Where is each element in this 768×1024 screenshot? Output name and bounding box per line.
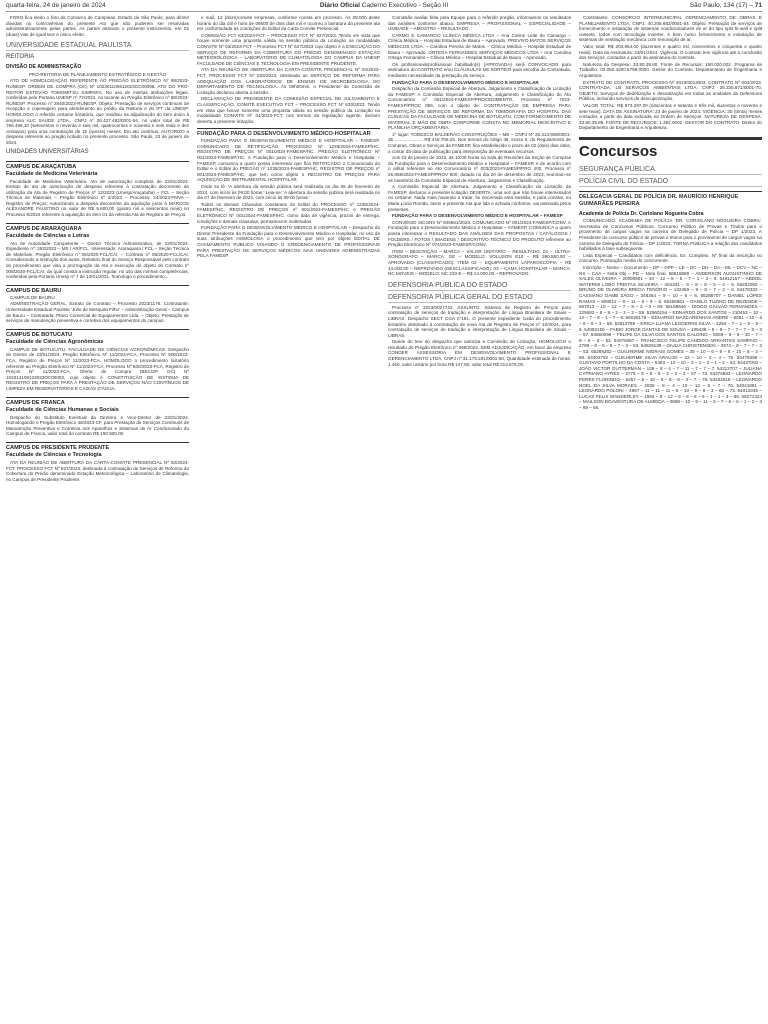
campus-bauru-heading: CAMPUS DE BAURU [6, 285, 189, 295]
section-heading-unesp: UNIVERSIDADE ESTADUAL PAULISTA [6, 41, 189, 51]
campus-araraquara-faculty: Faculdade de Ciências e Letras [6, 232, 90, 239]
academia-heading: Academia de Polícia Dr. Coriolano Nogueira Cobra [579, 210, 704, 217]
col3-paragraph-3: Despacho da Comissão Especial de Abertura, Julgamento e Classificação de Licitação da FAMESP. A Comissão Especial de Abertura, Julgamento e Classificação do Ato Convocatório nº 001/2024-FAMESP/PROCEDIMENTO, Processo nº 7023-FAMESP/PROC 096, com o objeto de: CONTRATAÇÃO DE EMPRESA PARA PRESTAÇÃO DE SERVIÇOS DE REFORMA DA TOMOGRAFIA DO HOSPITAL DAS CLÍNICAS DA FACULDADE DE MEDICINA DE BOTUCATU, COM FORNECIMENTO DE MATERIAL E MÃO DE OBRA CONFORME CONSTA NO MEMORIAL DESCRITIVO E PLANILHA ORÇAMENTÁRIA. [388, 86, 571, 131]
campus-botucatu-heading: CAMPUS DE BOTUCATU [6, 329, 189, 339]
col3-fundacao-heading: FUNDAÇÃO PARA O DESENVOLVIMENTO MÉDICO E HOSPITALAR [392, 79, 539, 85]
col2-paragraph-3: ATA DA REUNIÃO DE ABERTURA DA CARTA-CONVITE PRESENCIAL Nº 04/2023-FCT, PROCESSO FCT Nº 833/2023, destinada ao SERVIÇO DE REFORMA PARA ADEQUAÇÃO DOS LABORATÓRIOS DE ENSINO DE MICROBIOLOGIA DO DEPARTAMENTO DE TECNOLOGIA. Às 09h00min, o Presidente da Comissão de Licitação declarou aberta a sessão. [197, 67, 380, 95]
reitoria-heading: REITORIA [6, 54, 35, 61]
col4-paragraph-5: VALOR TOTAL: R$ 873.297,00 (oitocentos e setenta e três mil, duzentos e noventa e sete reais). DATA DE ASSINATURA: 23 de janeiro de 2024. VIGÊNCIA: 30 (trinta) meses contados a partir da data indicada na Ordem de Serviços. NATUREZA DE DESPESA: 33.90.39.99. FONTE DE RECURSOS: 1.392.0002. GESTOR DO CONTRATO: Diretor do Departamento de Engenharia e Arquitetura. [579, 102, 762, 131]
delegacia-heading: DELEGACIA GERAL DE POLÍCIA DR. MAURÍCIO HENRIQUE GUIMARÃES PEREIRA [579, 191, 762, 208]
defensoria-heading: DEFENSORIA PÚBLICA DO ESTADO [388, 281, 571, 291]
col3-paragraph-2: Os profissionais/profissional habilitado(s) (APROVADA) será CONVOCADO para assinatura do CONTRATO e/ou CLÁUSULAS DE SORTEIO para escolha da Contratada, mediante necessidade da prestação do serviço. [388, 61, 571, 78]
fundacao-heading: FUNDAÇÃO PARA O DESENVOLVIMENTO MÉDICO-HOSPITALAR [197, 128, 380, 138]
defensoria-text-2: Diante do teor do despacho que autoriza a Comissão de Licitação, HOMOLOGO o resultado do Pregão Eletrônico nº 066/2023, SEM ADJUDICAÇÃO, em favor da empresa CONDER ASSESSORIA EM DESENVOLVIMENTO PROFISSIONAL E GERENCIAMENTO LTDA, CNPJ nº 31.179.291/0001-50, Quantidade estimada de horas: 1.450, valor unitário por hora R$ 147,50, valor total R$ 213.875,00. [388, 339, 571, 367]
campus-aracatuba-text: Faculdade de Medicina Veterinária. Ato de autorização completa de 22/01/2024. Extrato de ato de autorização de despesa referente à contratação decorrente de utilização da Ata de Registro de Preços nº 12/2023 (Unesp/Araçatuba) – FCL – Seção Técnica de Materiais – Pregão Eletrônico nº 2/2023 – Processo: 24/2023-FMVA – Registro de Preços: Autorizando a despesa decorrente da aquisição junto à MARCOS ALEXANDRE FAUSTINO no valor de R$ 5.600,00 (quatro mil e seiscentos reais) no Processo 8/2024 referente à aquisição do item 01 da referida Ata de Registro de Preços. [6, 178, 189, 218]
col2-paragraph-5: Todos os demais Cláusulas constantes do Edital do PROCESSO nº 1238/2024-FAMESP/HC, REGISTRO DE PREÇOS nº 001/2024-FAMESP/HC e PREGÃO ELETRÔNICO Nº 001/2024-FAMESP/HC, como data de vigência, prazos de entrega, condições e demais cláusulas, permanecem inalteradas. [197, 201, 380, 224]
column-2 [197, 15, 380, 1018]
col3-paragraph-4: 1º lugar: TODESCO BALDERÃO CONSTRUÇÕES – ME – CNPJ Nº 25.313.908/0001-35 ...................... R$ 418.708,25. Nos termos do Artigo 48, inciso II, do Regulamento de Compras, Obras e Serviços da FAMESP, fica estabelecido o prazo de 02 (dois) dias úteis, a contar da data de publicação para interposição de eventuais recursos. [388, 131, 571, 154]
col1-intro: FORO fica eleito o foro da Comarca de Campinas, Estado de São Paulo, para dirimir dúvidas ou controvérsias do presente Ato que não puderem ser resolvidas administrativamente pelas partes. As partes assinam o presente instrumento, em 02 (duas) vias de igual teor e único efeito. [6, 15, 189, 37]
academia-text-2: Lista Especial – Candidatos com deficiência. Ex: Completo. Nº final da inscrição no concurso. Pontuação média do concorrente. [579, 252, 762, 264]
candidates-list: Inscrição – Nome – Documento – DP – DPP – LE – DC – DH – DA – ML – DCV – NC – NS – CAA – Nota Obj – PD – Nota final. 56818689 – ANDERSON AUGUSTINHO DE SALES OLIVEIRA – 20090901 – 10 – 12 – 8 – 5 – 7 – 1 – 3 – 6. 54912157 – ABDIEL WATERMI LOBO FREITAS SILVEIRA – 404331 – 9 – 8 – 8 – 6 – 4 – 8. 55254052 – BRUNO DE OLIVEIRA BREGA TENÓRIO – 132459 – 9 – 8 – 7 – 2 – 6. 54478332 – CASSIANO DAMB ZAGO – 348364 – 9 – 10 – 5 – 6. 55288707 – DANIEL LOPES RAMAS – 808812 – 9 – 11 – 6 – 6 – 6. 55455581 – DANILO TUZINO DE REZENDE – 667013 – 10 – 12 – 7 – 8 – 3 – 3 – 69. 55159646 – DIOGO GALVÃO FERNANDES – 225682 – 8 – 9 – 2 – 2 – 3 – 59. 52960154 – EDNARDO DOS SANTOS – 210453 – 10 – 12 – 7 – 8 – 1 – 7 – 6. 56028178 – EDUARDO MASCARENHAS ANDRÉ – 5061 – 10 – 6 – 6 – 6 – 3 – 69. 52812789 – ERICA LUANA LEGGERINI SILVA – 2294 – 7 – 1 – 6 – 8 – 6. 54092155 – FABIO JORGE DANTAS DE SOUSA – 105436 – 9 – 9 – 7 – 7 – 7 – 8 – 3 – 57. 54550096 – FELIPE DA SILVA DOS SANTOS GALDINO – 5069 – 6 – 9 – 10 – 7 – 9 – 6 – 5 – 53. 54079357 – FRANCISCO FELIPE CANDIDO ARRANTES SAMPAIO – 2788 – 8 – 5 – 8 – 7 – 3 – 53. 54829139 – GIULIA CHRISTENSEN – 3974 – 8 – 7 – 7 – 3 – 53. 55269262 – GUILHERME NIGRAIS GOMES – 35 – 10 – 6 – 8 – 8 – 10 – 8 – 3 – 58. 54402792 – GUILHERME SILVA ARAÚJO – 22 – 10 – 3 – 4 – 75. 53479398 – GUSTAVO PORTILHO DA COSTA – 5453 – 10 – 10 – 3 – 1 – 3 – 1 – 2 – 63. 54427003 – JOÃO VICTOR GUTTERMAN – 109 – 8 – 4 – 7 – 11 – 7 – 7 – 7. 54212707 – JULIANA CYPRIANO AYRES – 2776 – 8 – 8 – 9 – 2 – 2 – 3 – 57 – 73. 54376683 – LEONARDO PERES FLORINDO – 5257 – 5 – 10 – 6 – 6 – 8 – 3 – 7 – 76. 53402618 – LEONARDO NOEL DA SILVA MORAES – 2835 – 8 – 4 – 10 – 12 – 5 – 7 – 76. 54041891 – LEONARDO POLONI – 4967 – 11 – 11 – 11 – 8 – 10 – 9 – 8 – 3 – 60 – 73. 54012345 – LUCAS FELIX WANDERLEY – 1593 – 8 – 12 – 9 – 9 – 8 – 6 – 1 – 1 – 3 – 66. 55271324 – MAILSON BOAVENTURA DE ALMEIDA – 0998 – 10 – 9 – 11 – 5 – 7 – 6 – 5 – 1 – 2 – 3 – 65 – 66. [579, 265, 762, 410]
academia-text: COMUNICADO. ACADEMIA DE POLÍCIA 'DR. CORIOLANO NOGUEIRA COBRA'. Secretaria de Concursos Públicos. Concurso Público de Provas e Títulos para o provimento de cargos vagos na carreira de Delegado de Polícia – DP 1/2023. A Presidente do concurso público de provas e títulos para o provimento de cargos vagos na carreira de Delegado de Polícia – DP 1/2023, TORNA PÚBLICA a relação dos candidatos habilitados à fase subsequente. [579, 218, 762, 252]
campus-franca-text: Despacho do Substituto Eventual da Diretora e Vice-Diretor de 23/01/2024. Homologando o Pregão Eletrônico 48/2023-CF, para Prestação de Serviços Contínuos de Manutenção Preventiva e Corretiva nos Aparelhos e Sistemas de Ar Condicionado do Campus de Franca, valor total do contrato R$ 190.900,00. [6, 414, 189, 437]
col3-items: ITEM – DESCRIÇÃO – MARCA – VALOR UNITÁRIO – RESULTADO. 01 – ULTRA-SONÓGRAFO – MARCA: GE – MODELO: VOLUSON E10 – R$ 390.550,00 – APROVADO (CLASSIFICADO). ITEM 02 – EQUIPAMENTO LAPAROSCOPIA – R$ 14.000,00 – REPROVADO (DESCLASSIFICADO). 03 – CAMA HOSPITALAR – MARCA: NC MOVEIS – MODELO: NC 233-E – R$ 14.000,00 – REPROVADO. [388, 248, 571, 277]
defensoria-text: Processo nº 2023/0027743. ASSUNTO: Sistema de Registro de Preços para contratação de serviços de tradução e interpretação de Língua Brasileira de Sinais – LIBRAS. Despacho SECT CGA nº181. O presente expediente cuida do procedimento licitatório destinado à contratação de nova Ata de Registro de Preços nº 10/2024, para contratação de serviços de tradução e interpretação de Língua Brasileira de Sinais – LIBRAS. [388, 304, 571, 338]
campus-aracatuba-heading: CAMPUS DE ARAÇATUBA [6, 161, 189, 171]
col3-paragraph-7: CONVÊNIO SICONV Nº 946561/2023. COMUNICADO Nº 001/2024-FAMESP/CONV. A Fundação para o Desenvolvimento Médico e Hospitalar – FAMESP, COMUNICA a quem possa interessar o RESULTADO DAS ANÁLISES DAS PROPOSTAS / CATÁLOGOS / FOLDERS / FOTOS / IMAGENS / DESCRITIVO TÉCNICO DO PRODUTO referente ao Pregão Eletrônico Nº 074/2023-FAMESP/CONV. [388, 219, 571, 248]
campus-botucatu-text: CAMPUS DE BOTUCATU. FACULDADE DE CIÊNCIAS AGRONÔMICAS. Despacho do Diretor de 23/01/2024. Pregão Eletrônico Nº 11/2023-FCA, Processo Nº 500/2023-FCA, Registro de Preços Nº 11/2023-FCA. HOMOLOGO o procedimento licitatório referente ao Pregão Eletrônico Nº 11/2023-FCA, Processo Nº 500/2023-FCA, Registro de Preços Nº 11/2023-FCA, Oferta de Compra (BEC/SP OC) Nº 102314106122023OC00003, cujo objeto é CONSTITUIÇÃO DE SISTEMA DE REGISTRO DE PREÇOS PARA A PRESTAÇÃO DE SERVIÇOS NÃO CONTÍNUOS DE LIMPEZA EM RESERVATÓRIOS E CAIXAS D'ÁGUA. [6, 346, 189, 391]
col2-paragraph-2: COMISSÃO FCT 83/2023-FCT – PROCESSO FCT Nº 627/2023. Tendo em vista que houve somente uma proposta válida na sessão pública da Licitação na modalidade CONVITE Nº 03/2023-FCT – Processo FCT Nº 627/2023 cujo objeto é a EXECUÇÃO DO SERVIÇO DE REFORMA DA COBERTURA DO PRÉDIO DENOMINADO ESTAÇÃO METEOROLÓGICA – LABORATÓRIO DE CLIMATOLOGIA DO CAMPUS DA UNESP FACULDADE DE CIÊNCIAS E TECNOLOGIA EM PRESIDENTE PRUDENTE. [197, 32, 380, 66]
fundacao-text: FUNDAÇÃO PARA O DESENVOLVIMENTO MÉDICO E HOSPITALAR – FAMESP. COMUNICADO DE RETIFICAÇÃO. PROCESSO Nº 1238/2024-FAMESP/HC. REGISTRO DE PREÇOS Nº 001/2024-FAMESP/HC. PREGÃO ELETRÔNICO Nº 001/2024-FAMESP/HC. A Fundação para o Desenvolvimento Médico e Hospitalar – FAMESP, comunica a quem possa interessar que fica RETIFICADO o Comunicado do Edital e o Edital do PREGÃO nº 1238/2024-FAMESP/HC, REGISTRO DE PREÇOS nº 001/2024-FAMESP/HC, que tem como objeto o REGISTRO DE PREÇOS PARA AQUISIÇÃO DE INSTRUMENTAL HOSPITALAR. [197, 138, 380, 183]
col4-paragraph-3: Natureza da Despesa: 33.90.39.80. Fonte de Recursos: 150.020.002. Programa de Trabalho: 03.092.4200.5799.0000. Gestor do Contrato: Departamento de Engenharia e Arquitetura. [579, 61, 762, 78]
col2-paragraph-6: FUNDAÇÃO PARA O DESENVOLVIMENTO MÉDICO E HOSPITALAR – Despacho do Diretor Presidente da Fundação para o Desenvolvimento Médico e Hospitalar, no uso de suas atribuições HOMOLOGA o procedimento que tem por objeto EDITAL DE CHAMAMENTO PÚBLICO VISANDO O CREDENCIAMENTO DE PROFISSIONAIS PARA PRESTAÇÃO DE SERVIÇOS MÉDICOS NAS UNIDADES ADMINISTRADAS PELA FAMESP. [197, 225, 380, 259]
divisao-heading: DIVISÃO DE ADMINISTRAÇÃO [6, 64, 82, 71]
col3-top: Comissão avaliar feita pela Equipe para o referido pregão, informamos os resultados das análises conforme abaixo: EMPRESA – PROFISSIONAL – ESPECIALIDADE – UNIDADE – AMOSTRA – RESULTADO. [388, 15, 571, 32]
campus-franca-faculty: Faculdade de Ciências Humanas e Sociais [6, 406, 119, 413]
header-page-number: 71 [754, 2, 762, 9]
header-title-bold: Diário Oficial [319, 2, 360, 9]
campus-botucatu-faculty: Faculdade de Ciências Agronômicas [6, 338, 104, 345]
campus-prudente-heading: CAMPUS DE PRESIDENTE PRUDENTE [6, 442, 189, 452]
col3-results-list: CARMO E CAMARGO CLÍNICA MÉDICA LTDA – Ana Carine Leite de Camargo – Clínica Médica – Hospital Estadual de Bauru – Aprovado. PREVIVO MATOS SERVIÇOS MÉDICOS LTDA. – Carolina Pereira de Matos – Clínica Médica – Hospital Estadual de Bauru – Aprovado. ORTEGA FERNANDES SERVIÇOS MÉDICOS LTDA – Ana Carolina Ortega Fernandes – Clínica Médica – Hospital Estadual de Bauru – Aprovado. [388, 32, 571, 61]
seguranca-publica-heading: SEGURANÇA PÚBLICA [579, 165, 762, 175]
campus-aracatuba-faculty: Faculdade de Medicina Veterinária [6, 170, 98, 177]
col2-paragraph-4: DECLARAÇÃO DE PRESIDENTE DA COMISSÃO ESPECIAL DE JULGAMENTO E CLASSIFICAÇÃO. COMITÊ EXECUTIVO FCT – PROCESSO FCT Nº 833/2023. Tendo em vista que houve somente uma proposta válida na sessão pública da Licitação na modalidade CONVITE Nº 04/2023-FCT, nos termos da legislação vigente, declaro deserta a presente licitação. [197, 96, 380, 124]
campus-araraquara-heading: CAMPUS DE ARARAQUARA [6, 223, 189, 233]
ato-homologacao-text: ATO DE HOMOLOGAÇÃO REFERENTE AO PREGÃO ELETRÔNICO Nº 88/2023-RUNESP. ORDEM DE COMPRA (OC) Nº 102301100612023OC00096. ATO DO PRÓ-REITOR ESTEVÃO TOMOMITSU KIMPARA. No uso de minhas atribuições legais, conferidas pela Portaria UNESP nº 72/2021, no tocante ao Pregão Eletrônico nº 88/2023-RUNESP. Processo nº 2840/2023-RUNESP. Objeto: Prestação de serviços contínuos de recepção e copeiragem para atendimento ao prédio da Reitoria e do IFT da UNESP. HOMOLOGO o referido certame licitatório, que resultou na adjudicação do item único à empresa ALC SAÚDE LTDA., CNPJ nº 26.427.482/0001-54, no valor total de R$ 796.496,10 (setecentos e noventa e seis mil, quatrocentos e noventa e seis reais e dez centavos) para uma contratação de 15 (quinze) meses. Em ato contínuo, AUTORIZO a despesa referente ao pregão licitado no presente processo. São Paulo, 23 de janeiro de 2024. [6, 78, 189, 145]
page-header [6, 0, 762, 12]
campus-franca-heading: CAMPUS DE FRANCA [6, 397, 189, 407]
col4-paragraph-2: Valor total: R$ 204.954,00 (duzentos e quatro mil, novecentos e cinquenta e quatro reais). Data da Assinatura: 23/01/2024. Vigência: O contrato tem vigência até a conclusão dos serviços, contados a partir da assinatura do contrato. [579, 43, 762, 61]
header-date: quarta-feira, 24 de janeiro de 2024 [6, 2, 106, 9]
pro-reitoria-text: PRÓ-REITORIA DE PLANEJAMENTO ESTRATÉGICO E GESTÃO [28, 71, 167, 77]
campus-prudente-text: ATA DA REUNIÃO DE ABERTURA DA CARTA-CONVITE PRESENCIAL Nº 03/2023-FCT, PROCESSO FCT Nº 627/2023, destinada à contratação de Serviços de Reforma do Cobertura do Prédio denominado Estação Meteorológica – Laboratório de Climatologia, no Campus de Presidente Prudente. [6, 459, 189, 482]
campus-prudente-faculty: Faculdade de Ciências e Tecnologia [6, 451, 102, 458]
header-title-rest: Caderno Executivo - Seção III [361, 2, 449, 9]
col4-paragraph-4: EXTRATO DE CONTRATO. PROCESSO Nº 2023/0013003. CONTRATO Nº 004/2023. CONTRATADA: LB SERVIÇOS AMBIENTAIS LTDA. CNPJ: 26.325.871/0001-70. OBJETO: Serviços de dedetização e desratização em todas as unidades da Defensoria Pública, incluindo serviços de descupinização. [579, 79, 762, 102]
col2-top: e mail, 12 (doze)convite empresas, conforme consta em processo. Às 09:00h deste horário do dia útil e hora de 09h00 de dois dias mil e ocorreu a lavratura da presente ata em conformidade às condições do Edital da Carta Convite Presencial. [197, 15, 380, 32]
unidades-heading: UNIDADES UNIVERSITÁRIAS [6, 148, 89, 155]
onde-se-le-text: Onde se lê: 'A abertura da sessão pública será realizada no dia 05 de fevereiro de 2024, com início às 09:00 horas.' Leia-se: 'A abertura da sessão pública será realizada no dia 07 de fevereiro de 2024, com início às 09:00 horas.' [197, 184, 380, 201]
column-4 [579, 15, 762, 1018]
policia-civil-heading: POLÍCIA CIVIL DO ESTADO [579, 177, 762, 187]
concursos-heading: Concursos [579, 137, 762, 161]
header-title [236, 2, 532, 9]
campus-bauru-sub: CAMPUS DE BAURU [10, 294, 55, 300]
campus-bauru-text: ADMINISTRAÇÃO GERAL. Extrato de Contrato – Processo 2023/1176. Contratante: Universidade Estadual Paulista 'Júlio de Mesquita Filho' – Administração Geral – Campus de Bauru – Contratada: Plano Comercial de Equipamentos Ltda. – Objeto: Prestação de serviços de manutenção preventiva e corretiva dos equipamentos do campus. [6, 301, 189, 324]
column-3 [388, 15, 571, 1018]
header-place-info: São Paulo, 134 (17) – [689, 2, 753, 9]
col3-paragraph-6: A Comissão Especial de Abertura, Julgamento e Classificação da Licitação da FAMESP, declarou a presente licitação DESERTA, uma vez que não houve interessados no certame. Nada mais havendo a tratar, foi encerrada esta Sessão, e para constar, eu Maria Lúcia Romão, lavrei a presente Ata que lida e achada conforme, vai assinada pelos presentes. [388, 184, 571, 212]
header-place [532, 2, 762, 9]
col4-top: Contratante: CONSÓRCIO INTERMUNICIPAL GERENCIAMENTO DE OBRAS E PLANEJAMENTO LTDA. CNPJ: 40.205.662/0001-54. Objeto: Prestação de serviços de fornecimento e instalação de sistemas condicionadores de ar do tipo split hi-wall e split cassete, todos com tecnologia inverter, e bem como fornecimento e instalação de sistemas de ventilação mecânica com renovação de ar. [579, 15, 762, 43]
columns [6, 15, 762, 1018]
column-1 [6, 15, 189, 1018]
col3-paragraph-5: Aos 23 de janeiro de 2023, às 10:00 horas na Sala de Reuniões da Seção de Compras da Fundação para o Desenvolvimento Médico e Hospitalar – FAMESP, e de acordo com o edital referente ao Ato Convocatório nº 003/2023-FAMESP/PRO 400, Processo nº 25.859/2023-FAMESP/PROV 800, datado no dia 20 de dezembro de 2023, reuniram-se os membros da Comissão Especial de Abertura, Julgamento e Classificação. [388, 155, 571, 183]
col3-fundacao-heading-2: FUNDAÇÃO PARA O DESENVOLVIMENTO MÉDICO E HOSPITALAR – FAMESP [392, 213, 563, 219]
defensoria-subheading: DEFENSORIA PÚBLICA GERAL DO ESTADO [388, 293, 571, 303]
campus-araraquara-text: Ato de Autoridade Competente – Diretor Técnico Administrativo, de 23/01/2024. Expediente nº: 292/2023 – MX I AR/FCL. Interessado: Araraquara / FCL – Seção Técnica de Materiais. Pregão Eletrônico nº 05/2020-FCL/CAr. – Contrato nº 08/2020-FCL/CAr. Considerando a instrução dos autos, Relatório final do Serviço Responsável pelo contrato do procedimento que visa a prorrogação da Ata e execução do objeto do Contrato nº 008/2020-FCL/CAr, da qual consta a instrução regular, no uso das minhas competências, conferidas pela Portaria Unesp nº 7 de 13/01/2021, homologo o procedimento... [6, 240, 189, 280]
